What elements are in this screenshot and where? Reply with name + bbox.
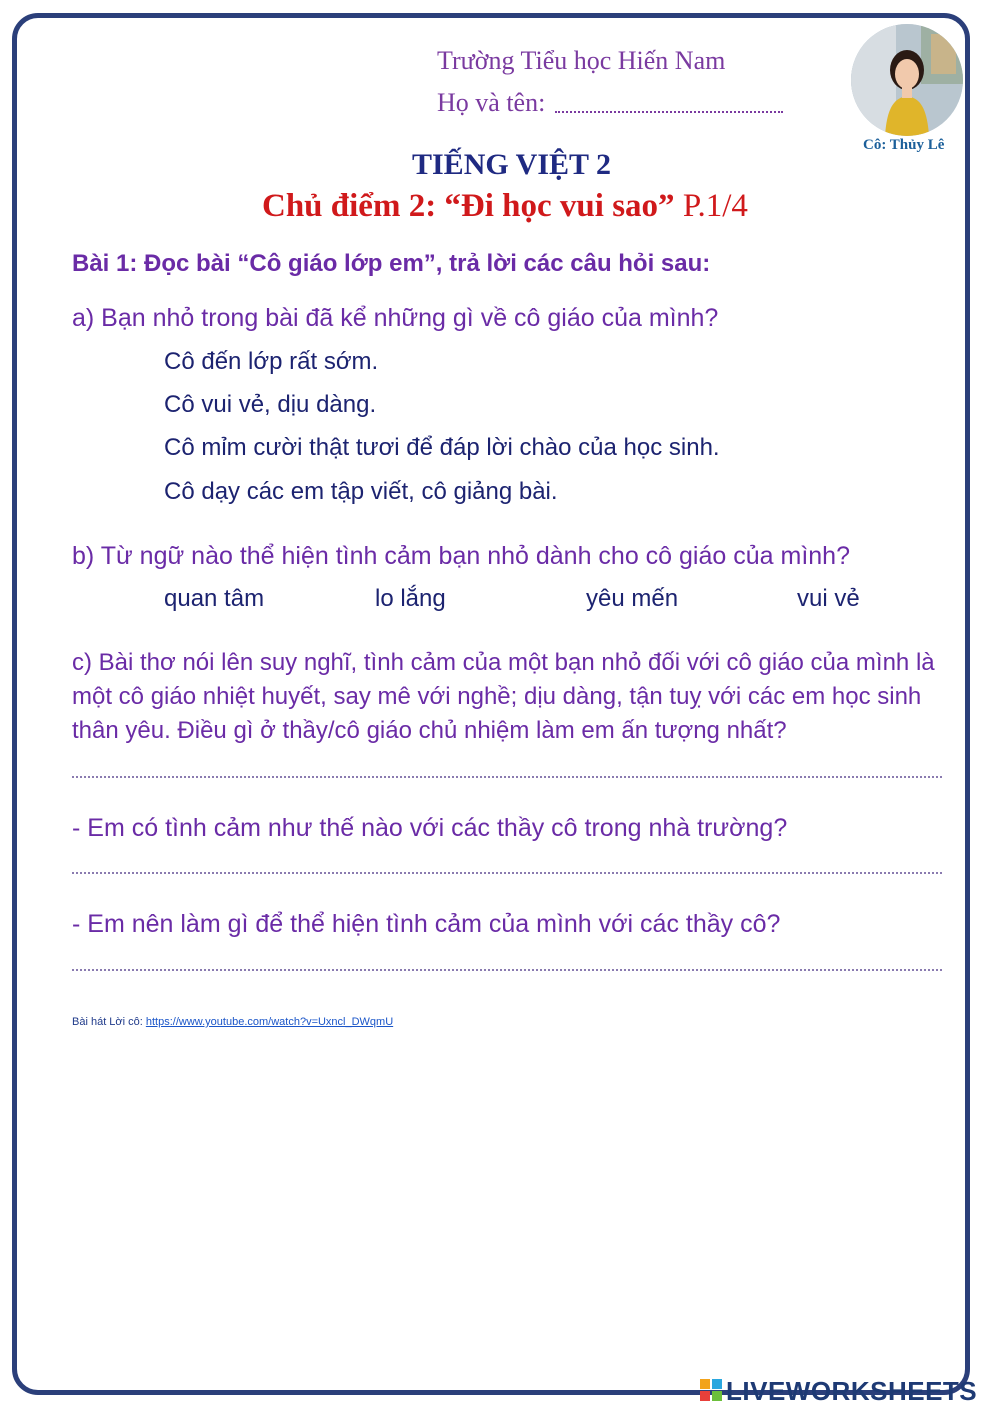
- word-option[interactable]: yêu mến: [586, 585, 679, 612]
- question-c: c) Bài thơ nói lên suy nghĩ, tình cảm của một bạn nhỏ đối với cô giáo của mình là một cô giáo nhiệt huyết, say mê với nghề; dịu dàng, tận tuỵ với các em học sinh thân yêu. Điều gì ở thầy/cô giáo chủ nhiệm làm em ấn tượng nhất?: [72, 649, 935, 744]
- question-a: a) Bạn nhỏ trong bài đã kể những gì về cô giáo của mình?: [72, 304, 719, 332]
- name-input-line[interactable]: [555, 111, 783, 113]
- question-3: - Em nên làm gì để thể hiện tình cảm của mình với các thầy cô?: [72, 910, 781, 938]
- answer-line-2[interactable]: [72, 872, 942, 874]
- brand-watermark[interactable]: LIVEWORKSHEETS: [726, 1376, 978, 1406]
- word-option[interactable]: quan tâm: [164, 585, 265, 612]
- liveworksheets-logo-icon: [700, 1379, 722, 1401]
- teacher-avatar: [851, 24, 963, 136]
- topic-name: Chủ điểm 2: “Đi học vui sao”: [262, 188, 675, 224]
- footer-note: [72, 1016, 393, 1028]
- subject-title: TIẾNG VIỆT 2: [412, 148, 611, 181]
- answer-option[interactable]: Cô mỉm cười thật tươi để đáp lời chào của học sinh.: [164, 434, 720, 461]
- exercise-heading: Bài 1: Đọc bài “Cô giáo lớp em”, trả lời các câu hỏi sau:: [72, 250, 711, 277]
- page-number: P.1/4: [682, 188, 748, 224]
- word-option[interactable]: lo lắng: [375, 585, 446, 612]
- name-label: Họ và tên:: [437, 88, 546, 117]
- word-option[interactable]: vui vẻ: [797, 585, 860, 612]
- footer-label: Bài hát Lời cô:: [72, 1016, 143, 1028]
- school-name: Trường Tiểu học Hiến Nam: [437, 46, 726, 75]
- teacher-photo-icon: [851, 24, 963, 136]
- answer-line-c[interactable]: [72, 776, 942, 778]
- answer-line-3[interactable]: [72, 969, 942, 971]
- answer-option[interactable]: Cô vui vẻ, dịu dàng.: [164, 391, 377, 418]
- answer-option[interactable]: Cô đến lớp rất sớm.: [164, 348, 379, 375]
- question-2: - Em có tình cảm như thế nào với các thầy cô trong nhà trường?: [72, 814, 788, 842]
- question-b: b) Từ ngữ nào thể hiện tình cảm bạn nhỏ dành cho cô giáo của mình?: [72, 542, 850, 570]
- answer-option[interactable]: Cô dạy các em tập viết, cô giảng bài.: [164, 478, 558, 505]
- topic-title: [262, 188, 748, 225]
- song-link[interactable]: https://www.youtube.com/watch?v=Uxncl_DWqmU: [145, 1016, 394, 1028]
- teacher-caption: Cô: Thủy Lê: [863, 137, 945, 153]
